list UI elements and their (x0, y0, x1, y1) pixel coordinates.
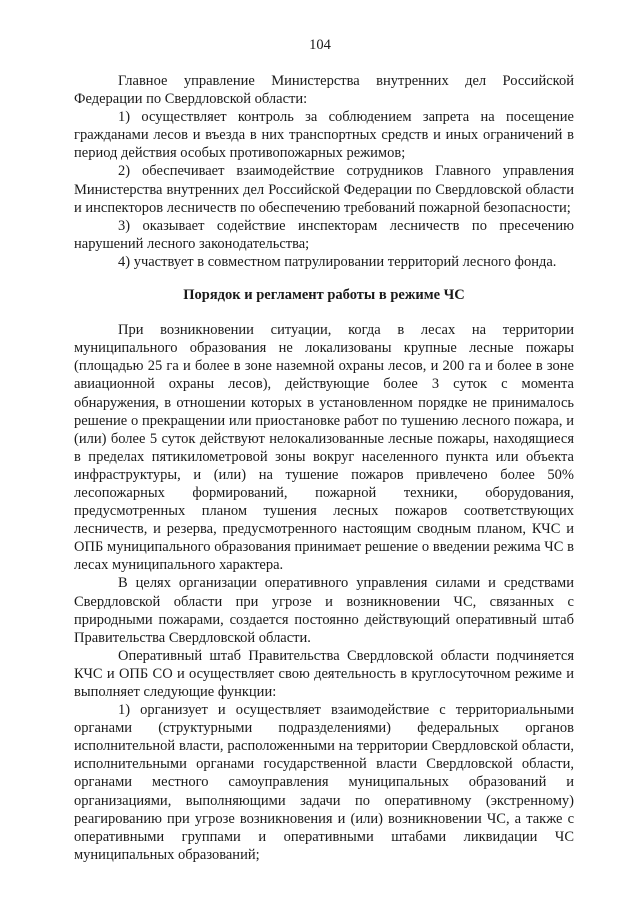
list-item: 2) обеспечивает взаимодействие сотрудников Главного управления Министерства внутренних дел Российской Федерации по Свердловской области и инспекторов лесничеств по обеспечению требований пожарной безопасности; (74, 163, 574, 216)
list-item: 1) организует и осуществляет взаимодействие с территориальными органами (структурными подразделениями) федеральных органов исполнительной власти, расположенными на территории Свердловской области, исполнительными органами государственной власти Свердловской области, органами местного самоуправления муниципальных образований и организациями, выполняющими задачи по оперативному (экстренному) реагированию при угрозе возникновения и (или) возникновении ЧС, а также с оперативными группами и оперативными штабами ликвидации ЧС муниципальных образований; (74, 702, 574, 863)
body-paragraph: При возникновении ситуации, когда в лесах на территории муниципального образования не локализованы крупные лесные пожары (площадью 25 га и более в зоне наземной охраны лесов, и 200 га и более в зоне авиационной охраны лесов), действующие более 3 суток с момента обнаружения, в отношении которых в установленном порядке не принималось решение о прекращении или приостановке работ по тушению лесного пожара, и (или) более 5 суток действуют нелокализованные лесные пожары, находящиеся в пределах пятикилометровой зоны вокруг населенного пункта или объекта инфраструктуры, и (или) на тушение пожаров привлечено более 50% лесопожарных формирований, пожарной техники, оборудования, предусмотренных планом тушения лесных пожаров соответствующих лесничеств, и резерва, предусмотренного настоящим сводным планом, КЧС и ОПБ муниципального образования принимает решение о введении режима ЧС в лесах муниципального характера. (74, 322, 574, 574)
list-item: 3) оказывает содействие инспекторам лесничеств по пресечению нарушений лесного законодательства; (74, 217, 574, 252)
body-paragraph: В целях организации оперативного управления силами и средствами Свердловской области при угрозе и возникновении ЧС, связанных с природными пожарами, создается постоянно действующий оперативный штаб Правительства Свердловской области. (74, 575, 574, 646)
body-paragraph: Оперативный штаб Правительства Свердловской области подчиняется КЧС и ОПБ СО и осуществляет свою деятельность в круглосуточном режиме и выполняет следующие функции: (74, 647, 574, 700)
page-number: 104 (309, 37, 331, 53)
intro-paragraph: Главное управление Министерства внутренних дел Российской Федерации по Свердловской области: (74, 73, 574, 108)
list-item: 1) осуществляет контроль за соблюдением запрета на посещение гражданами лесов и въезда в них транспортных средств и иных ограничений в период действия особых противопожарных режимов; (74, 109, 574, 162)
list-item: 4) участвует в совместном патрулировании территорий лесного фонда. (118, 253, 557, 270)
section-heading: Порядок и регламент работы в режиме ЧС (183, 287, 465, 304)
document-body (74, 72, 574, 864)
